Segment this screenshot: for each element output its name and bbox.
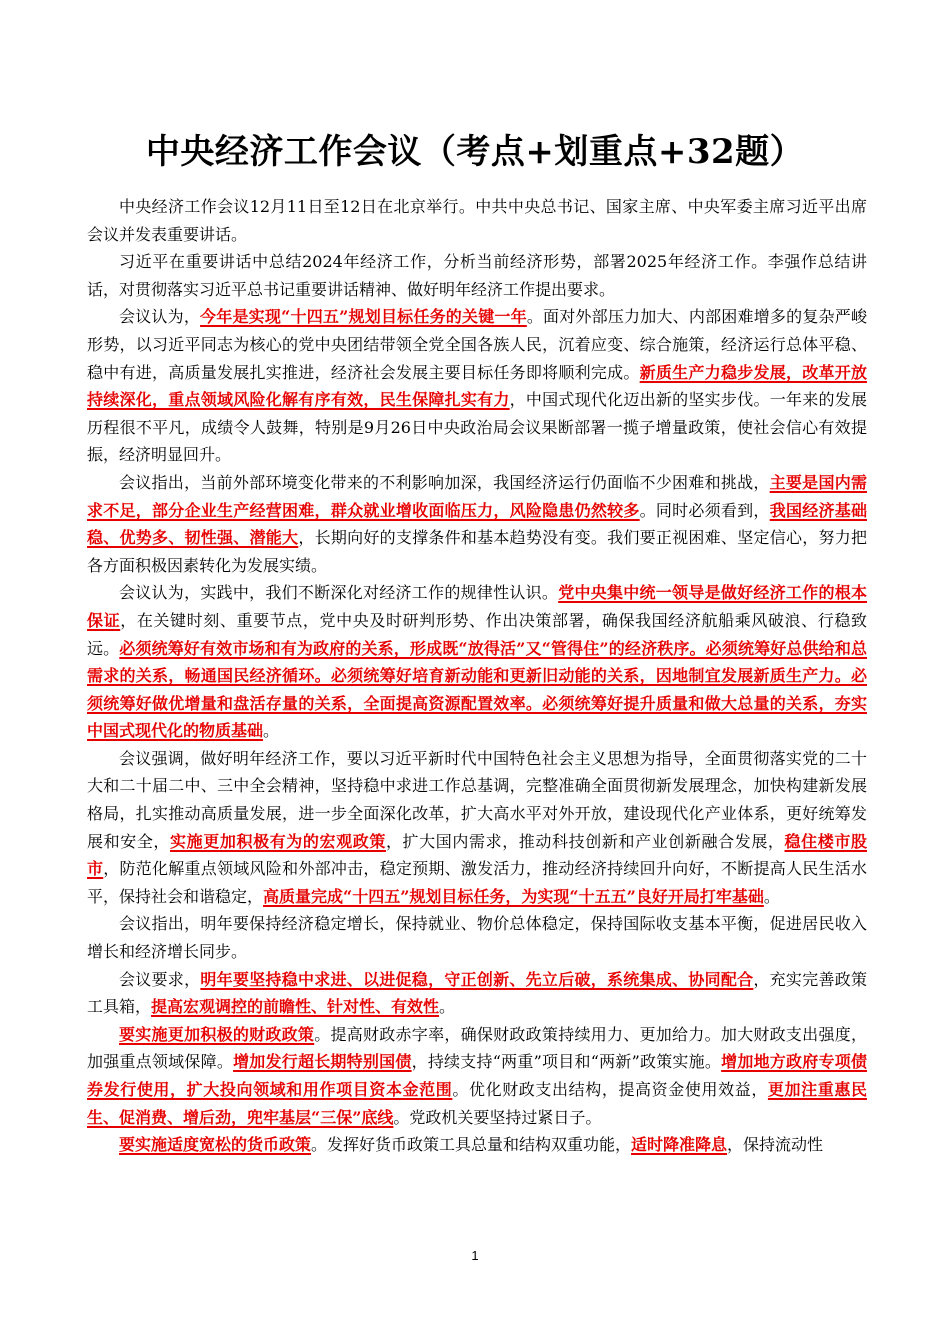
paragraph bbox=[87, 1021, 867, 1131]
paragraph-text: 会议强调，做好明年经济工作，要以习近平新时代中国特色社会主义思想为指导，全面贯彻落实党的二十大和二十届二中、三中全会精神，坚持稳中求进工作总基调，完整准确全面贯彻新发展理念，加快构建新发展格局，扎实推动高质量发展，进一步全面深化改革，扩大高水平对外开放，建设现代化产业体系，更好统筹发展和安全， bbox=[87, 748, 867, 851]
paragraph bbox=[87, 745, 867, 911]
paragraph-text: ，防范化解重点领域风险和外部冲击，稳定预期、激发活力，推动经济持续回升向好，不断提高人民生活水平，保持社会和谐稳定， bbox=[87, 859, 867, 906]
key-point-highlight: 新质生产力稳步发展，改革开放持续深化，重点领域风险化解有序有效，民生保障扎实有力 bbox=[87, 362, 867, 410]
paragraph bbox=[87, 966, 867, 1021]
paragraph-text: 会议指出，当前外部环境变化带来的不利影响加深，我国经济运行仍面临不少困难和挑战， bbox=[119, 472, 770, 492]
key-point-highlight: 要实施更加积极的财政政策 bbox=[119, 1024, 315, 1044]
key-point-highlight: 我国经济基础稳、优势多、韧性强、潜能大 bbox=[87, 500, 867, 548]
paragraph-text: 。党政机关要坚持过紧日子。 bbox=[393, 1107, 602, 1127]
key-point-highlight: 实施更加积极有为的宏观政策 bbox=[170, 831, 386, 851]
key-point-highlight: 稳住楼市股市 bbox=[87, 831, 867, 879]
paragraph-text: 会议认为，实践中，我们不断深化对经济工作的规律性认识。 bbox=[119, 583, 559, 603]
paragraph-text: ，中国式现代化迈出新的坚实步伐。一年来的发展历程很不平凡，成绩令人鼓舞，特别是9月26日中央政治局会议果断部署一揽子增量政策，使社会信心有效提振，经济明显回升。 bbox=[87, 390, 867, 465]
paragraph bbox=[87, 579, 867, 745]
key-point-highlight: 适时降准降息 bbox=[631, 1135, 728, 1155]
paragraph-text: 。提高财政赤字率，确保财政政策持续用力、更加给力。加大财政支出强度，加强重点领域保障。 bbox=[87, 1024, 867, 1072]
paragraph-text: ，长期向好的支撑条件和基本趋势没有变。我们要正视困难、坚定信心，努力把各方面积极因素转化为发展实绩。 bbox=[87, 528, 867, 575]
paragraph-text: 会议要求， bbox=[119, 969, 201, 989]
key-point-highlight: 主要是国内需求不足，部分企业生产经营困难，群众就业增收面临压力，风险隐患仍然较多 bbox=[87, 472, 867, 520]
key-point-highlight: 明年要坚持稳中求进、以进促稳，守正创新、先立后破，系统集成、协同配合 bbox=[200, 969, 754, 989]
paragraph-text: 中央经济工作会议12月11日至12日在北京举行。中共中央总书记、国家主席、中央军委主席习近平出席会议并发表重要讲话。 bbox=[87, 197, 867, 244]
key-point-highlight: 要实施适度宽松的货币政策 bbox=[119, 1135, 312, 1155]
paragraph-text: ，充实完善政策工具箱， bbox=[87, 969, 867, 1017]
paragraph bbox=[87, 1131, 867, 1159]
paragraph-text: 。发挥好货币政策工具总量和结构双重功能， bbox=[311, 1135, 632, 1155]
key-point-highlight: 必须统筹好有效市场和有为政府的关系，形成既“放得活”又“管得住”的经济秩序。必须统筹好总供给和总需求的关系，畅通国民经济循环。必须统筹好培育新动能和更新旧动能的关系，因地制宜发展新质生产力。必须统筹好做优增量和盘活存量的关系，全面提高资源配置效率。必须统筹好提升质量和做大总量的关系，夯实中国式现代化的物质基础 bbox=[87, 638, 867, 741]
paragraph-text: ，保持流动性 bbox=[727, 1135, 824, 1155]
key-point-highlight: 提高宏观调控的前瞻性、针对性、有效性 bbox=[151, 997, 440, 1017]
paragraph-text: 。优化财政支出结构，提高资金使用效益， bbox=[452, 1080, 768, 1099]
paragraph bbox=[87, 910, 867, 965]
paragraph-text: 会议认为， bbox=[119, 307, 201, 327]
paragraph bbox=[87, 303, 867, 469]
paragraph-text: 。 bbox=[763, 886, 780, 906]
article-body bbox=[87, 193, 867, 1159]
key-point-highlight: 党中央集中统一领导是做好经济工作的根本保证 bbox=[87, 583, 867, 630]
key-point-highlight: 高质量完成“十四五”规划目标任务，为实现“十五五”良好开局打牢基础 bbox=[263, 886, 764, 906]
key-point-highlight: 更加注重惠民生、促消费、增后劲，兜牢基层“三保”底线 bbox=[87, 1080, 867, 1127]
paragraph-text: 。同时必须看到， bbox=[639, 500, 770, 520]
page-number: 1 bbox=[471, 1248, 479, 1263]
key-point-highlight: 今年是实现“十四五”规划目标任务的关键一年 bbox=[200, 307, 527, 327]
paragraph-text: 。面对外部压力加大、内部困难增多的复杂严峻形势，以习近平同志为核心的党中央团结带领全党全国各族人民，沉着应变、综合施策，经济运行总体平稳、稳中有进，高质量发展扎实推进，经济社会发展主要目标任务即将顺利完成。 bbox=[87, 307, 867, 382]
key-point-highlight: 增加地方政府专项债券发行使用，扩大投向领域和用作项目资本金范围 bbox=[87, 1052, 867, 1099]
paragraph-text: 会议指出，明年要保持经济稳定增长，保持就业、物价总体稳定，保持国际收支基本平衡，促进居民收入增长和经济增长同步。 bbox=[87, 914, 867, 962]
key-point-highlight: 增加发行超长期特别国债 bbox=[233, 1052, 412, 1072]
paragraph-text: ，在关键时刻、重要节点，党中央及时研判形势、作出决策部署，确保我国经济航船乘风破浪、行稳致远。 bbox=[87, 610, 867, 658]
paragraph-text: 习近平在重要讲话中总结2024年经济工作，分析当前经济形势，部署2025年经济工作。李强作总结讲话，对贯彻落实习近平总书记重要讲话精神、做好明年经济工作提出要求。 bbox=[87, 252, 867, 299]
paragraph-text: 。 bbox=[263, 721, 280, 741]
paragraph-text: ，扩大国内需求，推动科技创新和产业创新融合发展， bbox=[385, 831, 785, 851]
paragraph bbox=[87, 193, 867, 248]
paragraph bbox=[87, 248, 867, 303]
paragraph-text: 。 bbox=[439, 997, 456, 1017]
paragraph bbox=[87, 469, 867, 579]
page-title: 中央经济工作会议（考点+划重点+32题） bbox=[145, 132, 805, 172]
paragraph-text: ，持续支持“两重”项目和“两新”政策实施。 bbox=[411, 1052, 722, 1072]
